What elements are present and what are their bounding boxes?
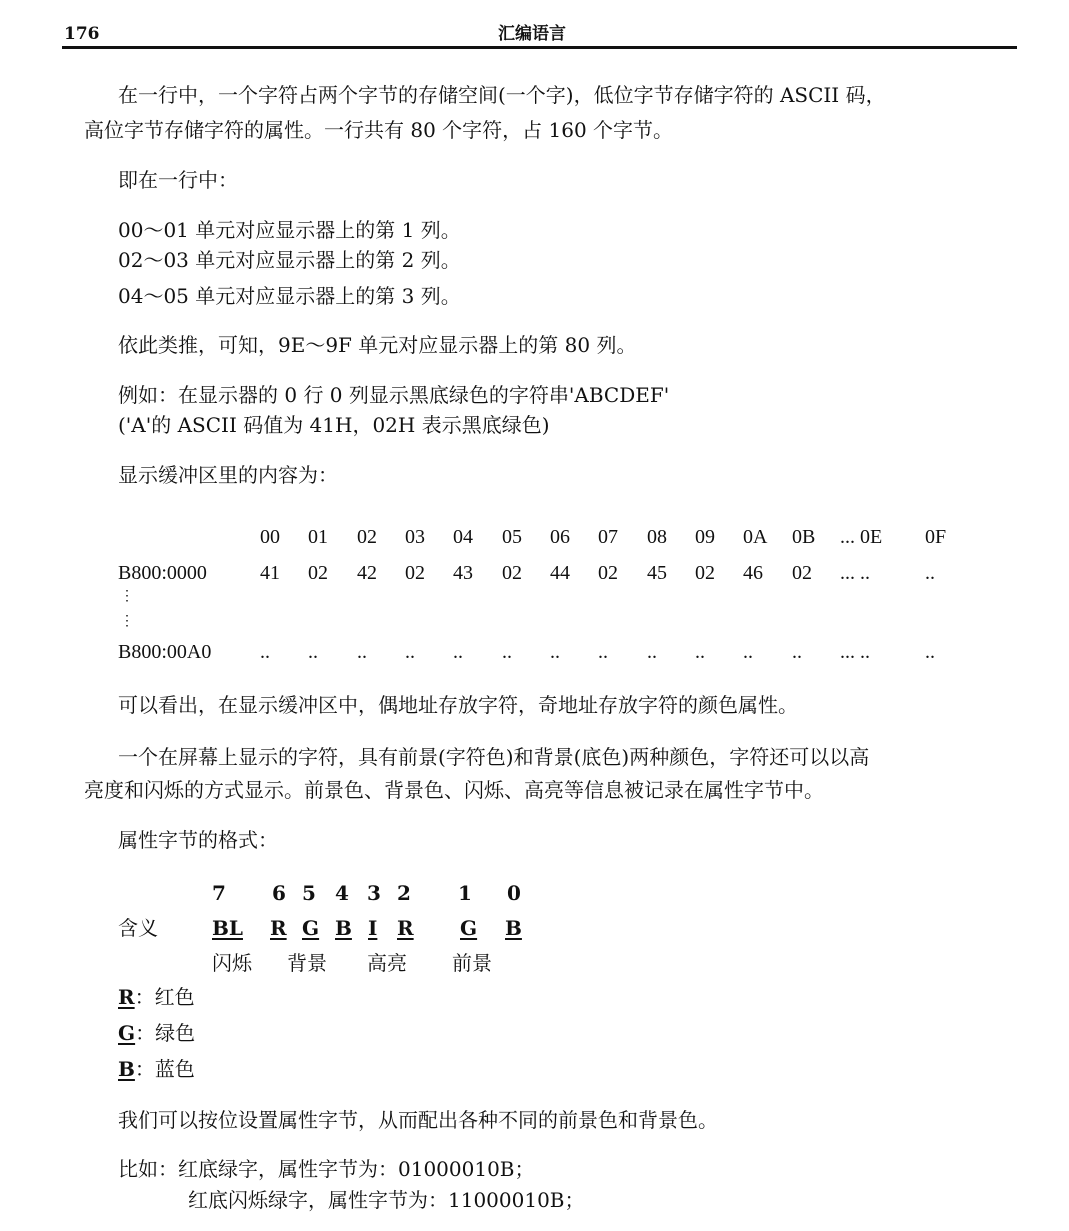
paragraph-line: 亮度和闪烁的方式显示。前景色、背景色、闪烁、高亮等信息被记录在属性字节中。 <box>84 778 824 802</box>
table-cell: .. <box>405 641 415 663</box>
table-cell: .. <box>502 641 512 663</box>
paragraph: 即在一行中： <box>118 168 238 192</box>
paragraph: 属性字节的格式： <box>118 828 278 852</box>
table-cell: ... .. <box>840 562 870 584</box>
table-cell: .. <box>357 641 367 663</box>
legend-item-r: R：红色 <box>118 985 195 1009</box>
bit-field: R <box>397 916 414 940</box>
table-cell: ... .. <box>840 641 870 663</box>
paragraph-line: 高位字节存储字符的属性。一行共有 80 个字符，占 160 个字节。 <box>84 118 674 142</box>
bit-field: G <box>460 916 478 940</box>
table-cell: .. <box>743 641 753 663</box>
column-header: 08 <box>647 526 667 548</box>
field-group-label: 闪烁 <box>212 951 252 975</box>
field-group-label: 前景 <box>452 951 492 975</box>
column-header: 01 <box>308 526 328 548</box>
list-item: 04～05 单元对应显示器上的第 3 列。 <box>118 284 461 308</box>
legend-item-g: G：绿色 <box>118 1021 196 1045</box>
table-cell: .. <box>260 641 270 663</box>
bit-number: 4 <box>335 881 349 905</box>
column-header: 05 <box>502 526 522 548</box>
column-header: 04 <box>453 526 473 548</box>
table-cell: 02 <box>695 562 715 584</box>
bit-number: 6 <box>272 881 286 905</box>
table-cell: .. <box>925 641 935 663</box>
bit-number: 5 <box>302 881 316 905</box>
column-header: ... 0E <box>840 526 883 548</box>
table-cell: .. <box>598 641 608 663</box>
bit-number: 1 <box>458 881 472 905</box>
table-cell: 02 <box>405 562 425 584</box>
column-header: 02 <box>357 526 377 548</box>
table-cell: .. <box>792 641 802 663</box>
vertical-ellipsis: ⋮ <box>120 613 134 629</box>
table-cell: 45 <box>647 562 667 584</box>
header-rule <box>62 46 1017 49</box>
table-cell: 46 <box>743 562 763 584</box>
column-header: 0B <box>792 526 816 548</box>
running-title: 汇编语言 <box>498 24 566 44</box>
example-line: 红底闪烁绿字，属性字节为：11000010B； <box>188 1188 585 1212</box>
table-cell: .. <box>308 641 318 663</box>
bit-number: 3 <box>367 881 381 905</box>
vertical-ellipsis: ⋮ <box>120 588 134 604</box>
table-cell: .. <box>647 641 657 663</box>
bit-field: I <box>368 916 378 940</box>
column-header: 0A <box>743 526 768 548</box>
table-cell: 42 <box>357 562 377 584</box>
bit-number: 2 <box>397 881 411 905</box>
bit-number: 0 <box>507 881 521 905</box>
paragraph-line: 在一行中，一个字符占两个字节的存储空间(一个字)，低位字节存储字符的 ASCII 码， <box>118 83 886 107</box>
bit-number: 7 <box>212 881 226 905</box>
column-header: 00 <box>260 526 280 548</box>
table-cell: 02 <box>502 562 522 584</box>
bit-field: B <box>505 916 522 940</box>
example-line: 比如：红底绿字，属性字节为：01000010B； <box>118 1157 535 1181</box>
paragraph-line: 例如：在显示器的 0 行 0 列显示黑底绿色的字符串'ABCDEF' <box>118 383 670 407</box>
bit-field: R <box>270 916 287 940</box>
table-cell: .. <box>453 641 463 663</box>
list-item: 02～03 单元对应显示器上的第 2 列。 <box>118 248 461 272</box>
bit-field: B <box>335 916 352 940</box>
field-group-label: 高亮 <box>367 951 407 975</box>
column-header: 06 <box>550 526 570 548</box>
table-cell: .. <box>550 641 560 663</box>
meaning-label: 含义 <box>118 916 158 940</box>
row-address: B800:0000 <box>118 562 207 584</box>
paragraph-line: 一个在屏幕上显示的字符，具有前景(字符色)和背景(底色)两种颜色，字符还可以以高 <box>118 745 870 769</box>
bit-field: G <box>302 916 320 940</box>
table-cell: 02 <box>792 562 812 584</box>
paragraph: 我们可以按位设置属性字节，从而配出各种不同的前景色和背景色。 <box>118 1108 718 1132</box>
row-address: B800:00A0 <box>118 641 212 663</box>
table-cell: 02 <box>308 562 328 584</box>
table-cell: .. <box>695 641 705 663</box>
table-cell: 43 <box>453 562 473 584</box>
field-group-label: 背景 <box>287 951 327 975</box>
table-cell: 44 <box>550 562 570 584</box>
column-header: 0F <box>925 526 947 548</box>
column-header: 09 <box>695 526 715 548</box>
legend-item-b: B：蓝色 <box>118 1057 195 1081</box>
paragraph: 依此类推，可知，9E～9F 单元对应显示器上的第 80 列。 <box>118 333 637 357</box>
bit-field: BL <box>212 916 243 940</box>
paragraph: 可以看出，在显示缓冲区中，偶地址存放字符，奇地址存放字符的颜色属性。 <box>118 693 798 717</box>
paragraph: 显示缓冲区里的内容为： <box>118 463 338 487</box>
column-header: 03 <box>405 526 425 548</box>
table-cell: 02 <box>598 562 618 584</box>
paragraph-line: ('A'的 ASCII 码值为 41H，02H 表示黑底绿色) <box>118 413 550 437</box>
page-number: 176 <box>64 24 100 44</box>
table-cell: 41 <box>260 562 280 584</box>
list-item: 00～01 单元对应显示器上的第 1 列。 <box>118 218 461 242</box>
table-cell: .. <box>925 562 935 584</box>
column-header: 07 <box>598 526 618 548</box>
